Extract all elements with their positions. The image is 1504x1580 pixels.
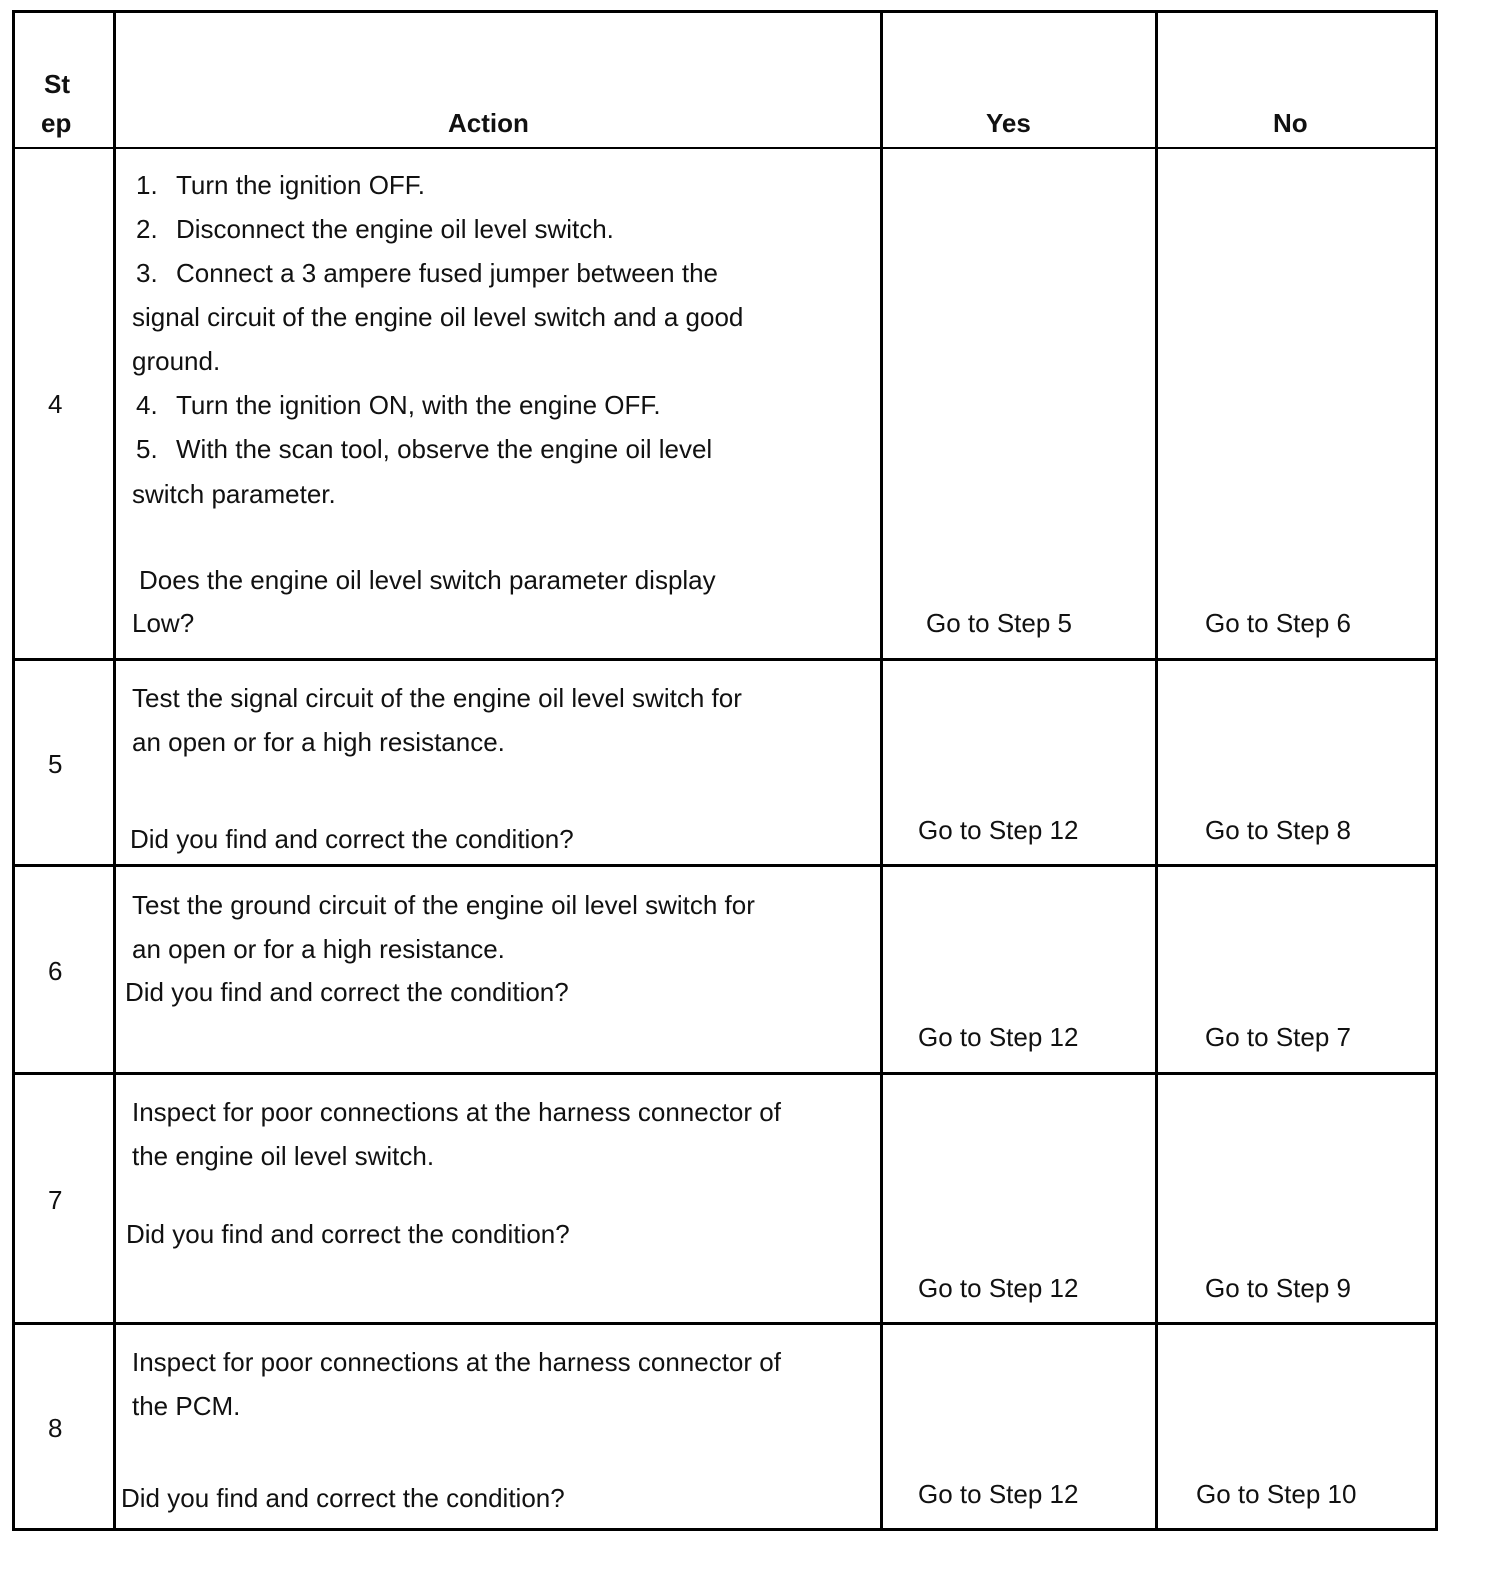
table-border-bottom — [12, 1528, 1438, 1531]
action-step-item — [132, 390, 661, 420]
action-step-item — [132, 258, 718, 288]
action-step-item — [132, 170, 425, 200]
action-line: an open or for a high resistance. — [132, 934, 505, 964]
question-line: Did you find and correct the condition? — [125, 977, 569, 1007]
header-step-line1: St — [44, 69, 70, 99]
action-step-item — [132, 434, 712, 464]
no-result: Go to Step 6 — [1205, 608, 1351, 638]
yes-result: Go to Step 12 — [918, 1273, 1079, 1303]
header-divider — [12, 147, 1438, 149]
table-border-top — [12, 10, 1438, 13]
step-number: 4 — [48, 389, 63, 419]
item-text: With the scan tool, observe the engine oil level — [176, 434, 713, 464]
item-number: 1. — [136, 170, 158, 200]
header-yes: Yes — [986, 108, 1031, 138]
question-line: Did you find and correct the condition? — [126, 1219, 570, 1249]
table-border-left — [12, 10, 15, 1531]
action-line: Test the signal circuit of the engine oil level switch for — [132, 683, 742, 713]
row-divider — [12, 658, 1438, 661]
row-divider — [12, 1072, 1438, 1075]
yes-result: Go to Step 12 — [918, 815, 1079, 845]
row-divider — [12, 1322, 1438, 1325]
question-line: Does the engine oil level switch parameter display — [139, 565, 716, 595]
action-line: Inspect for poor connections at the harness connector of — [132, 1097, 781, 1127]
no-result: Go to Step 7 — [1205, 1022, 1351, 1052]
item-text: Disconnect the engine oil level switch. — [176, 214, 614, 244]
column-divider-action — [880, 10, 883, 1531]
step-number: 5 — [48, 749, 63, 779]
item-number: 4. — [136, 390, 158, 420]
header-step-line2: ep — [41, 108, 72, 138]
action-line: ground. — [132, 346, 221, 376]
action-line: Inspect for poor connections at the harness connector of — [132, 1347, 781, 1377]
column-divider-step — [113, 10, 116, 1531]
item-number: 5. — [136, 434, 158, 464]
action-line: signal circuit of the engine oil level switch and a good — [132, 302, 744, 332]
item-text: Turn the ignition ON, with the engine OFF. — [176, 390, 661, 420]
yes-result: Go to Step 5 — [926, 608, 1072, 638]
no-result: Go to Step 10 — [1196, 1479, 1357, 1509]
action-line: switch parameter. — [132, 479, 336, 509]
item-text: Connect a 3 ampere fused jumper between the — [176, 258, 719, 288]
item-text: Turn the ignition OFF. — [176, 170, 426, 200]
action-step-item — [132, 214, 614, 244]
header-action: Action — [448, 108, 529, 138]
header-no: No — [1273, 108, 1308, 138]
table-border-right — [1435, 10, 1438, 1531]
action-line: Test the ground circuit of the engine oil level switch for — [132, 890, 755, 920]
no-result: Go to Step 8 — [1205, 815, 1351, 845]
item-number: 2. — [136, 214, 158, 244]
question-line: Low? — [132, 608, 195, 638]
action-line: an open or for a high resistance. — [132, 727, 505, 757]
yes-result: Go to Step 12 — [918, 1022, 1079, 1052]
column-divider-yes — [1155, 10, 1158, 1531]
yes-result: Go to Step 12 — [918, 1479, 1079, 1509]
no-result: Go to Step 9 — [1205, 1273, 1351, 1303]
item-number: 3. — [136, 258, 158, 288]
step-number: 6 — [48, 956, 63, 986]
action-line: the engine oil level switch. — [132, 1141, 435, 1171]
step-number: 8 — [48, 1413, 63, 1443]
question-line: Did you find and correct the condition? — [130, 824, 574, 854]
action-line: the PCM. — [132, 1391, 241, 1421]
question-line: Did you find and correct the condition? — [121, 1483, 565, 1513]
row-divider — [12, 864, 1438, 867]
step-number: 7 — [48, 1185, 63, 1215]
